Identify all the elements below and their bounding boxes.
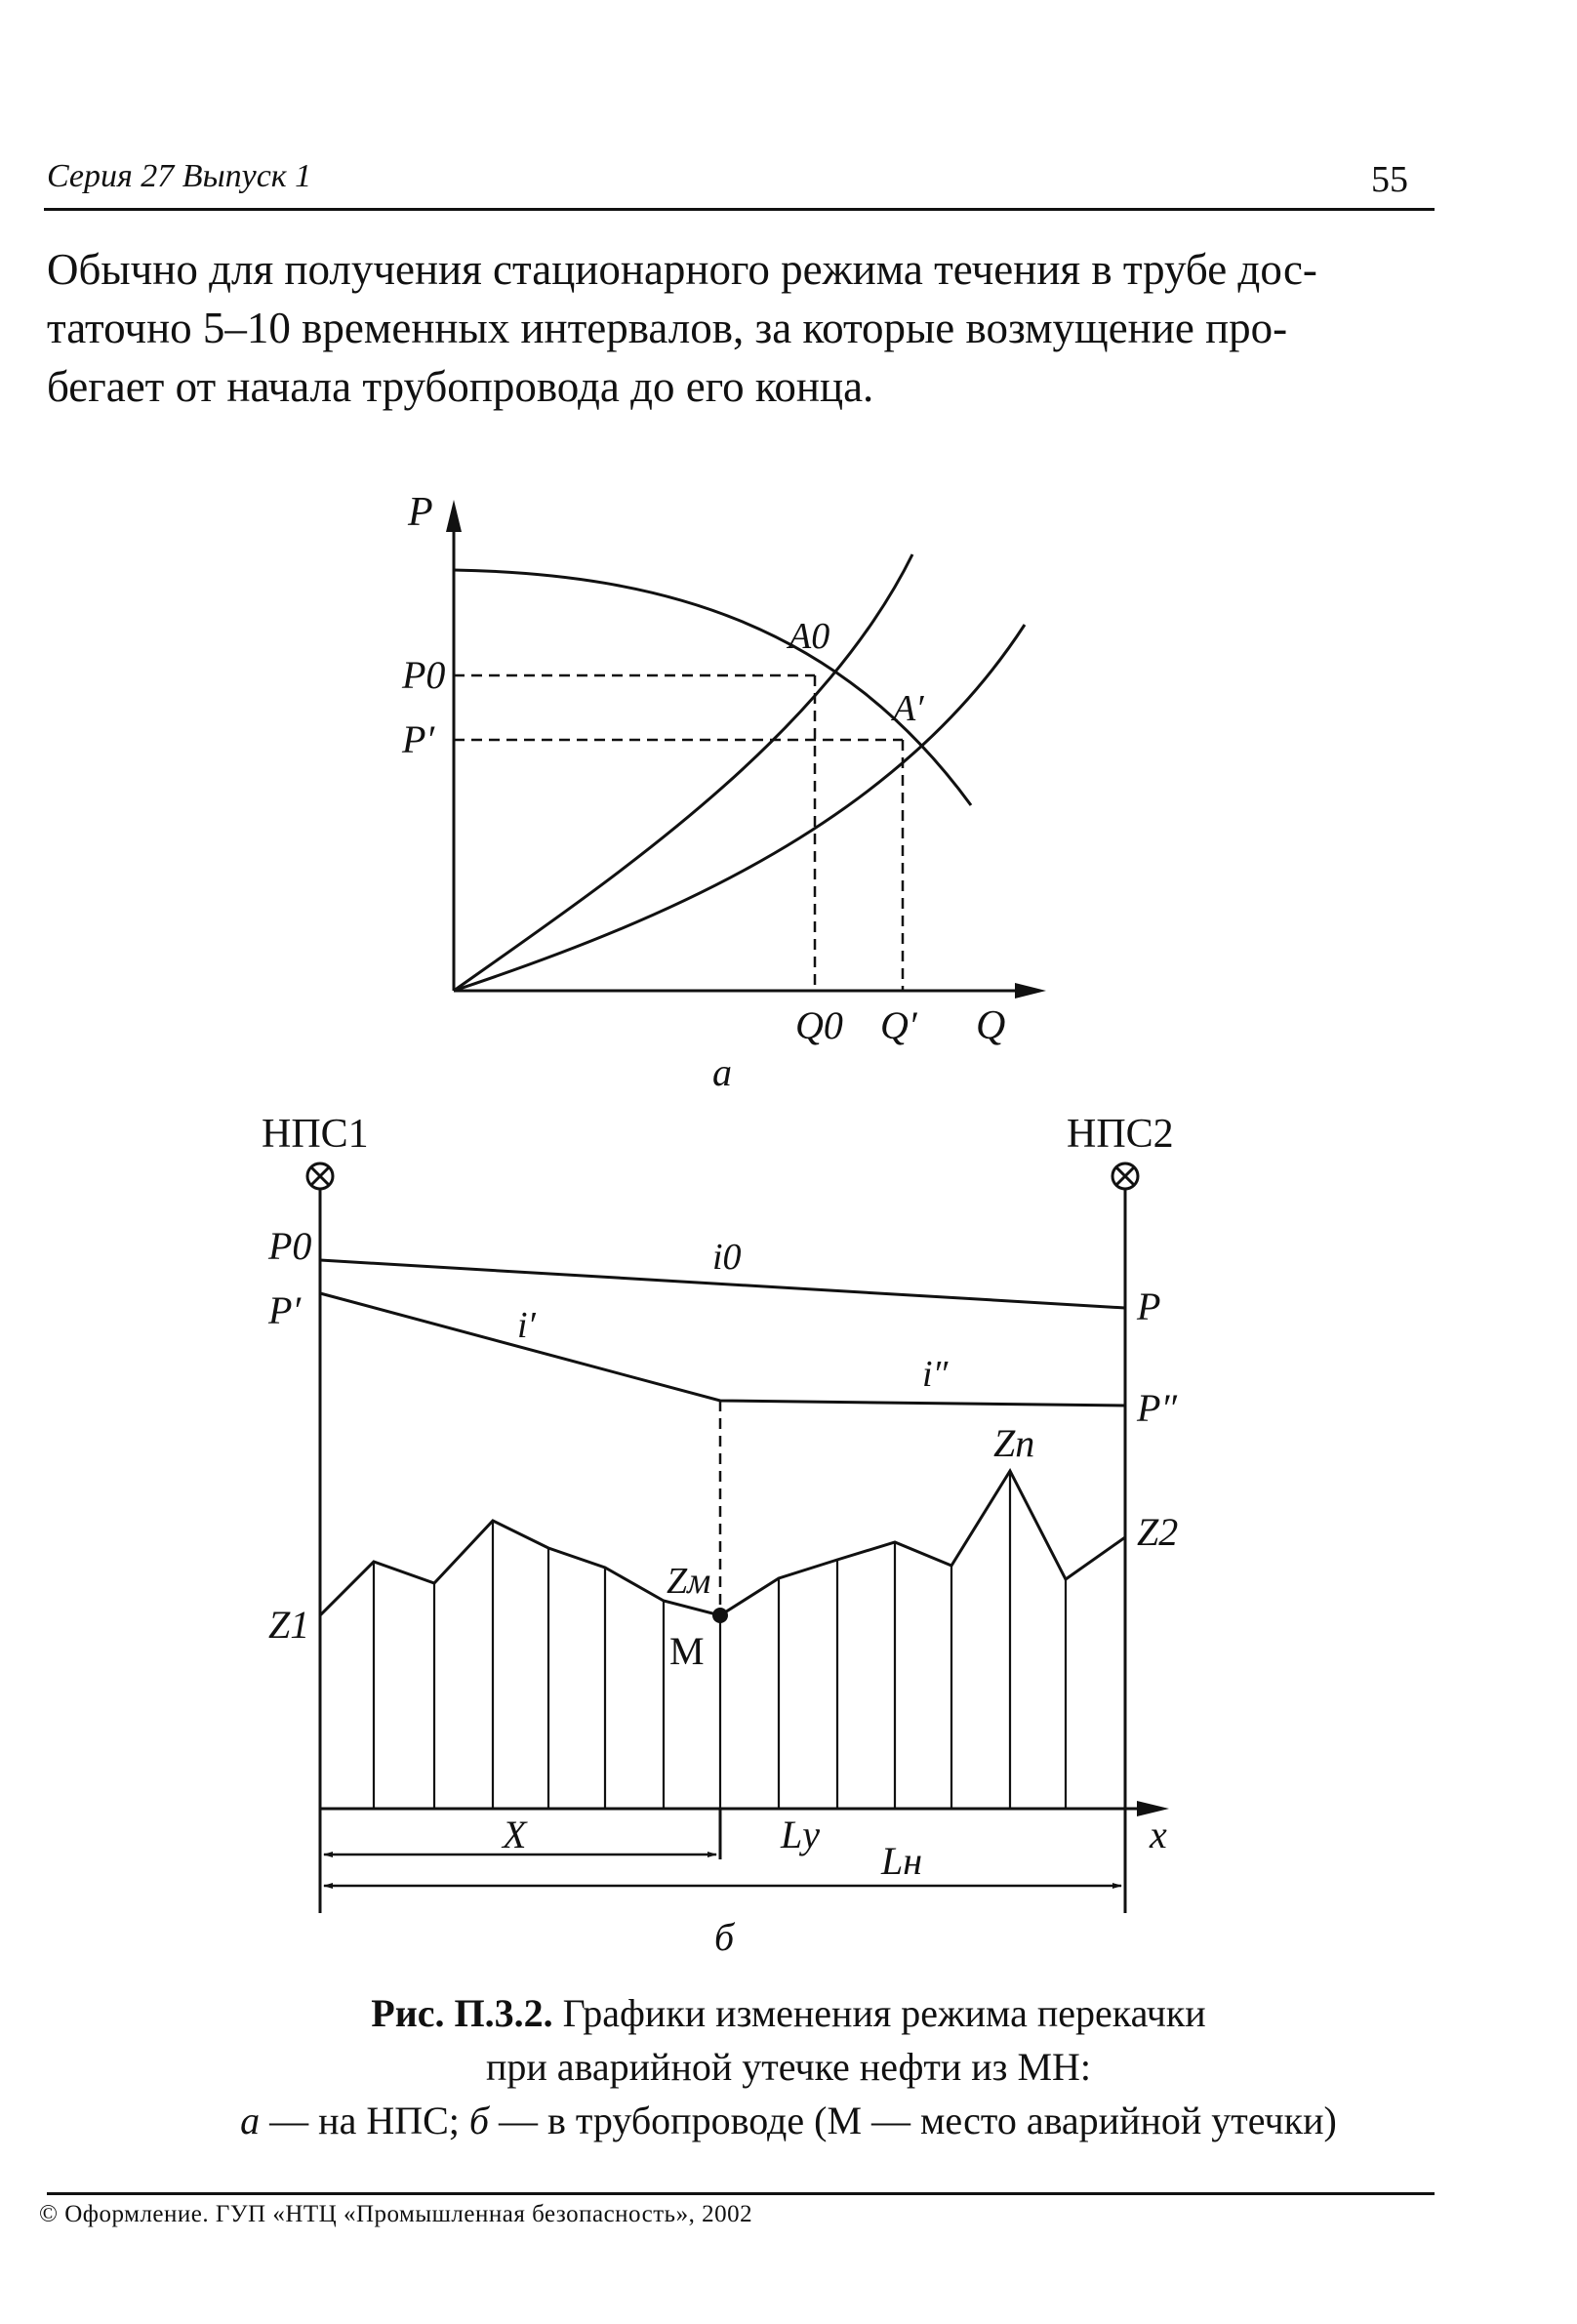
line-i-prime-i-double-prime xyxy=(320,1293,1125,1406)
figure-b-zm-label: Zм xyxy=(667,1561,711,1602)
caption-text-1: Графики изменения режима перекачки xyxy=(562,1991,1206,2035)
caption-line-3 xyxy=(0,2094,1577,2147)
body-line: бегает от начала трубопровода до его конца. xyxy=(47,362,874,411)
figure-b-panel-label: б xyxy=(714,1915,735,1959)
figure-b-ly-label: Lу xyxy=(781,1813,820,1856)
figure-b-p0-label: P0 xyxy=(268,1224,312,1268)
figure-a-p-prime-label: P′ xyxy=(402,717,435,761)
figure-a-y-arrow xyxy=(446,500,462,532)
figure-caption xyxy=(0,1986,1577,2147)
figure-a xyxy=(446,500,1046,999)
figure-a-x-arrow xyxy=(1015,983,1046,999)
figure-b-i-double-prime-label: i″ xyxy=(922,1354,949,1395)
footer-copyright: © Оформление. ГУП «НТЦ «Промышленная безопасность», 2002 xyxy=(39,2201,753,2227)
terrain-profile xyxy=(320,1471,1125,1615)
figure-a-q0-label: Q0 xyxy=(795,1003,843,1047)
figure-b-x-label: X xyxy=(503,1813,527,1856)
figure-a-y-axis-label: P xyxy=(408,490,433,535)
figure-a-x-axis-label: Q xyxy=(976,1003,1006,1048)
station2-label: НПС2 xyxy=(1067,1112,1174,1157)
figure-b-p-right-label: P xyxy=(1137,1284,1161,1328)
caption-a: а xyxy=(240,2099,261,2142)
caption-b: б xyxy=(468,2099,490,2142)
figure-a-p0-label: P0 xyxy=(402,653,446,697)
figure-b-z1-label: Z1 xyxy=(268,1603,310,1647)
body-line: Обычно для получения стационарного режима течения в трубе дос- xyxy=(47,245,1317,294)
figure-a-q-prime-label: Q′ xyxy=(880,1003,917,1047)
figure-b-p-prime-label: P′ xyxy=(268,1288,302,1332)
pipeline-curve-after-leak xyxy=(454,625,1025,991)
figure-b-i0-label: i0 xyxy=(712,1237,742,1278)
page-number: 55 xyxy=(1371,159,1408,200)
header-series: Серия 27 Выпуск 1 xyxy=(47,158,312,194)
figure-b-i-prime-label: i′ xyxy=(517,1305,536,1346)
caption-b-text: — в трубопроводе (М — место аварийной утечки) xyxy=(489,2099,1337,2142)
pipeline-curve-initial xyxy=(454,554,912,991)
figure-b-lh-label: Lн xyxy=(881,1839,923,1883)
caption-line-2: при аварийной утечке нефти из МН: xyxy=(485,2045,1092,2089)
figure-b-zn-label: Zn xyxy=(993,1421,1035,1465)
figure-a-panel-label: а xyxy=(712,1050,732,1094)
leak-point-m xyxy=(712,1608,728,1623)
station1-cross xyxy=(311,1167,329,1185)
caption-line-1 xyxy=(0,1986,1577,2040)
figure-a-a0-label: A0 xyxy=(788,616,830,657)
body-line: таточно 5–10 временных интервалов, за которые возмущение про- xyxy=(47,304,1288,352)
station1-label: НПС1 xyxy=(262,1112,369,1157)
figure-b-p-double-prime-label: P″ xyxy=(1137,1386,1178,1430)
figure-b-x-axis-label: x xyxy=(1150,1813,1167,1856)
footer-rule xyxy=(47,2192,1435,2195)
figure-b-m-label: М xyxy=(669,1629,705,1673)
figure-b-z2-label: Z2 xyxy=(1137,1510,1179,1554)
station2-cross xyxy=(1116,1167,1134,1185)
caption-a-text: — на НПС; xyxy=(260,2099,469,2142)
caption-label: Рис. П.3.2. xyxy=(371,1991,553,2035)
figure-a-a-prime-label: A′ xyxy=(893,688,924,729)
